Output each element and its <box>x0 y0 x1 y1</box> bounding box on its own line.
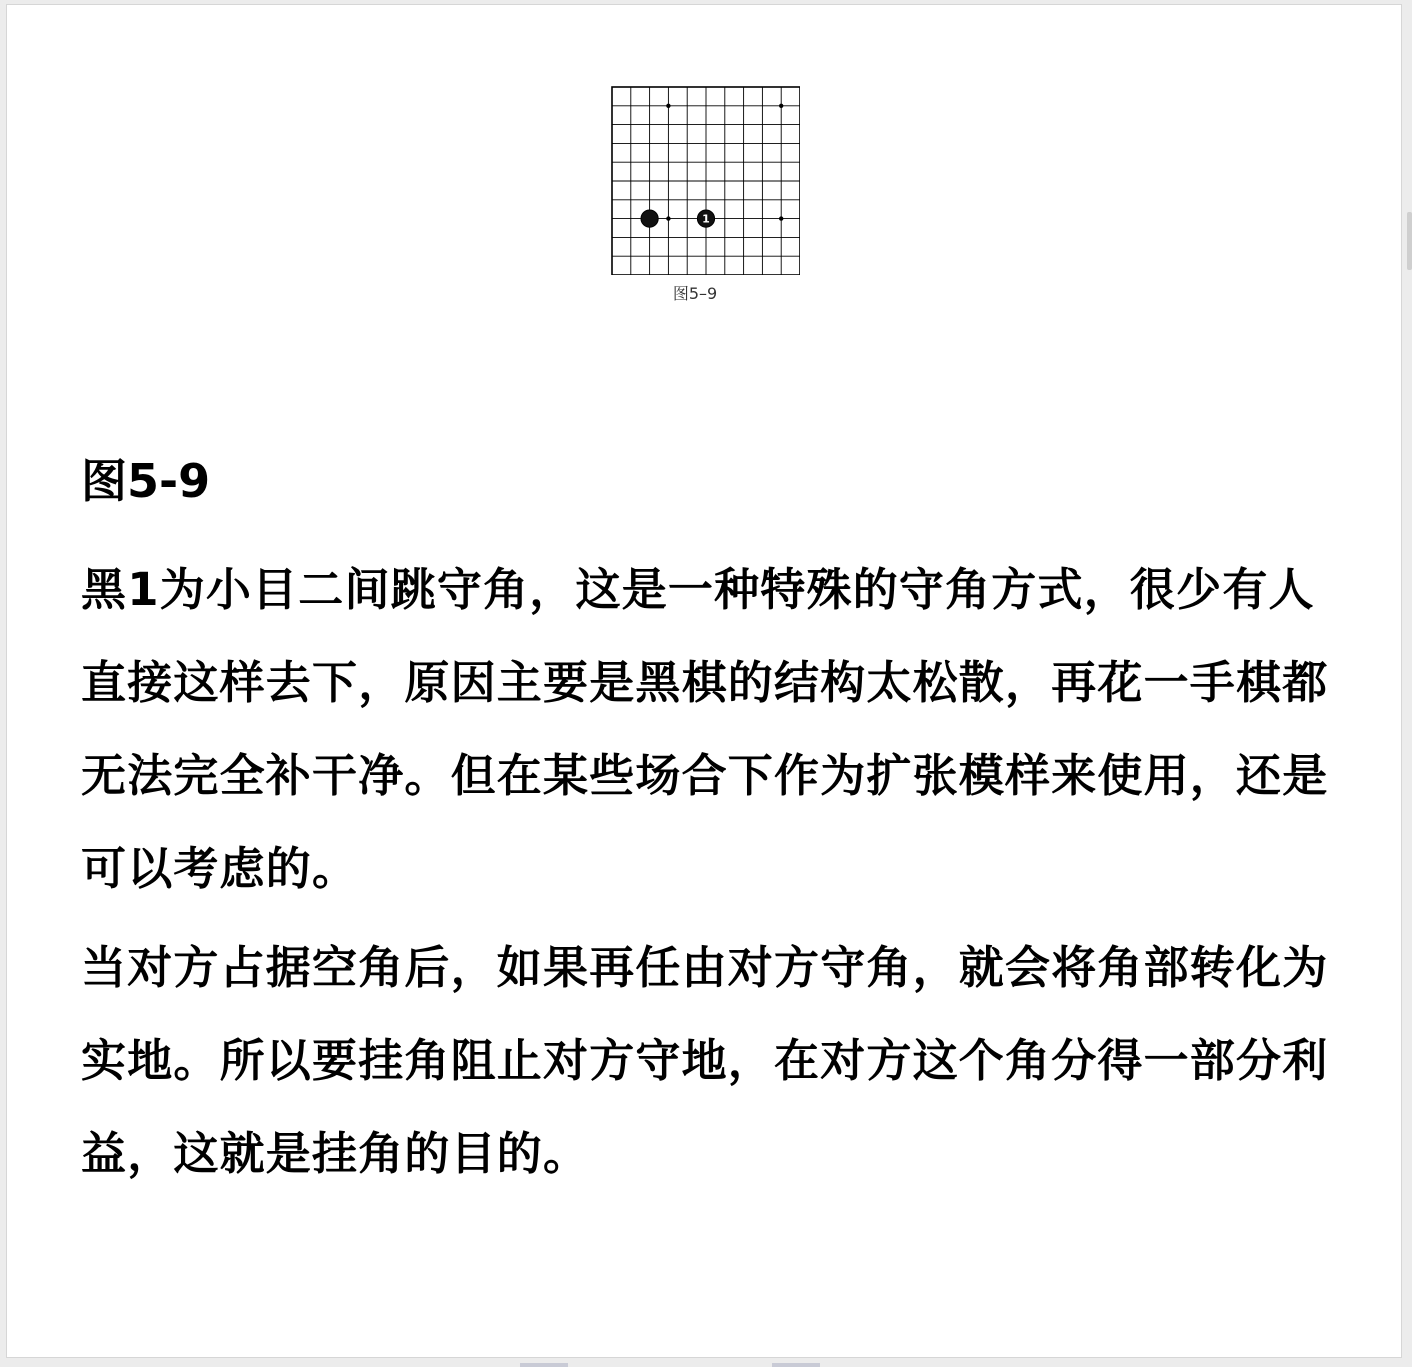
star-point <box>779 104 783 108</box>
figure-caption: 图5–9 <box>672 284 718 303</box>
go-board-svg <box>604 79 800 275</box>
bottom-tab-right[interactable] <box>772 1363 820 1367</box>
star-point <box>779 216 783 220</box>
go-board-diagram <box>604 79 800 275</box>
star-point <box>666 216 670 220</box>
section-heading: 图5-9 <box>81 454 211 508</box>
body-text <box>81 543 1331 1206</box>
paragraph-2: 当对方占据空角后，如果再任由对方守角，就会将角部转化为实地。所以要挂角阻止对方守地，在对方这个角分得一部分利益，这就是挂角的目的。 <box>81 941 1329 1180</box>
paragraph-1: 黑1为小目二间跳守角，这是一种特殊的守角方式，很少有人直接这样去下，原因主要是黑棋的结构太松散，再花一手棋都无法完全补干净。但在某些场合下作为扩张模样来使用，还是可以考虑的。 <box>81 563 1329 895</box>
stone-number: 1 <box>702 212 710 226</box>
bottom-tab-left[interactable] <box>520 1363 568 1367</box>
stone-black <box>641 210 658 227</box>
document-page <box>6 4 1402 1358</box>
star-point <box>666 104 670 108</box>
scrollbar-thumb[interactable] <box>1407 212 1412 270</box>
